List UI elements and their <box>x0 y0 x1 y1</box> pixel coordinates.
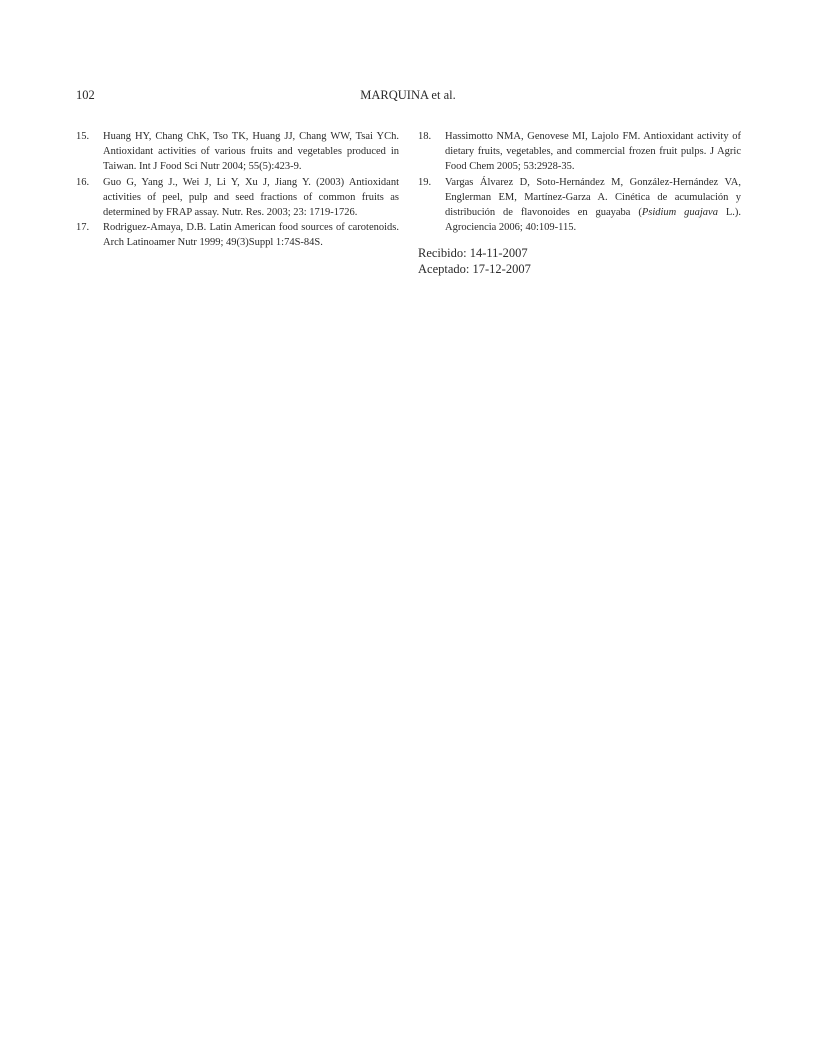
reference-text: Hassimotto NMA, Genovese MI, Lajolo FM. Antioxidant activity of dietary fruits, vegetables, and commercial frozen fruit pulps. J Agric Food Chem 2005; 53:2928-35. <box>445 131 741 173</box>
reference-item <box>418 175 741 236</box>
page-number: 102 <box>76 88 95 102</box>
reference-text: Rodriguez-Amaya, D.B. Latin American food sources of carotenoids. Arch Latinoamer Nutr 1999; 49(3)Suppl 1:74S-84S. <box>103 222 399 249</box>
reference-item <box>76 175 399 221</box>
reference-text: Guo G, Yang J., Wei J, Li Y, Xu J, Jiang Y. (2003) Antioxidant activities of peel, pulp and seed fractions of common fruits as determined by FRAP assay. Nutr. Res. 2003; 23: 1719-1726. <box>103 176 399 219</box>
reference-number: 17. <box>76 222 90 234</box>
reference-number: 19. <box>418 176 432 188</box>
references-right-column <box>418 129 741 277</box>
references-left-column <box>76 129 399 251</box>
accepted-date: Aceptado: 17-12-2007 <box>418 262 531 277</box>
reference-text-part: L.). Agrociencia 2006; 40:109-115. <box>445 207 741 234</box>
reference-item <box>76 220 399 250</box>
reference-number: 16. <box>76 176 90 188</box>
reference-text <box>445 175 741 236</box>
reference-item <box>418 129 741 175</box>
article-dates <box>418 245 741 277</box>
reference-text-part: Vargas Álvarez D, Soto-Hernández M, González-Hernández VA, Englerman EM, Martínez-Garza A. Cinética de acumulación y distribución de flavonoides en guayaba ( <box>445 176 741 219</box>
received-date: Recibido: 14-11-2007 <box>418 246 528 261</box>
page-header <box>0 88 816 106</box>
species-name-italic: Psidium guajava <box>641 207 718 219</box>
reference-number: 18. <box>418 131 432 142</box>
reference-number: 15. <box>76 131 90 142</box>
reference-item <box>76 129 399 175</box>
reference-text: Huang HY, Chang ChK, Tso TK, Huang JJ, Chang WW, Tsai YCh. Antioxidant activities of various fruits and vegetables produced in Taiwan. Int J Food Sci Nutr 2004; 55(5):423-9. <box>103 131 399 173</box>
running-title: MARQUINA et al. <box>360 88 456 102</box>
